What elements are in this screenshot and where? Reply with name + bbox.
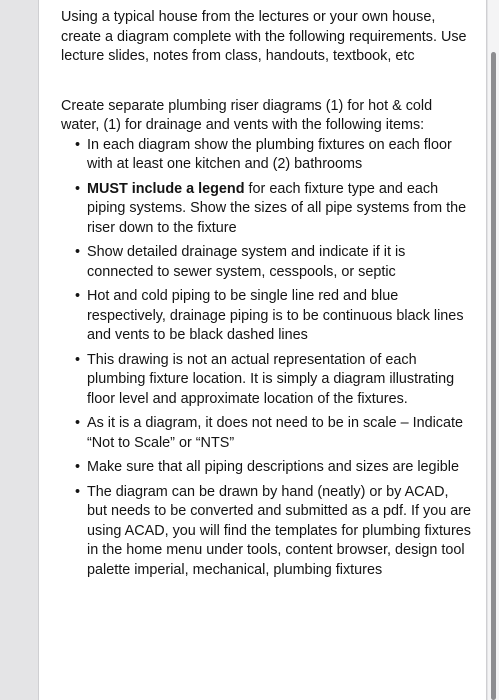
list-item bbox=[61, 243, 471, 282]
list-item bbox=[61, 180, 471, 239]
list-item bbox=[61, 351, 471, 410]
list-item bbox=[61, 287, 471, 346]
bullet-icon: • bbox=[75, 351, 81, 368]
bullet-icon: • bbox=[75, 244, 81, 260]
bullet-icon: • bbox=[75, 288, 81, 304]
bullet-icon: • bbox=[75, 483, 81, 500]
list-item bbox=[61, 458, 471, 478]
list-item-text: Make sure that all piping descriptions and sizes are legible bbox=[87, 459, 459, 475]
bullet-icon: • bbox=[75, 415, 81, 431]
list-item-text: Hot and cold piping to be single line red and blue respectively, drainage piping is to be continuous black lines and vents to be black dashed lines bbox=[87, 288, 464, 343]
bullet-icon: • bbox=[75, 136, 81, 153]
document-page bbox=[38, 0, 487, 700]
list-item bbox=[61, 483, 471, 581]
list-item-bold-text: MUST include a legend bbox=[87, 180, 245, 197]
bullet-icon: • bbox=[75, 459, 81, 475]
vertical-scrollbar[interactable] bbox=[488, 0, 499, 700]
intro-paragraph: Using a typical house from the lectures or your own house, create a diagram complete with the following requirements. Use lecture slides, notes from class, handouts, textbook, etc bbox=[61, 9, 467, 64]
list-item-text: In each diagram show the plumbing fixtures on each floor with at least one kitchen and (2) bathrooms bbox=[87, 136, 452, 172]
list-item bbox=[61, 136, 471, 175]
list-item-text: As it is a diagram, it does not need to be in scale – Indicate “Not to Scale” or “NTS” bbox=[87, 415, 463, 451]
list-item-text: The diagram can be drawn by hand (neatly) or by ACAD, but needs to be converted and submitted as a pdf. If you are using ACAD, you will find the templates for plumbing fixtures in the home menu under tools, content browser, design tool palette imperial, mechanical, plumbing fixtures bbox=[87, 483, 472, 578]
instructions-paragraph: Create separate plumbing riser diagrams (1) for hot & cold water, (1) for drainage and vents with the following items: bbox=[61, 97, 433, 133]
list-item-text: This drawing is not an actual representation of each plumbing fixture location. It is simply a diagram illustrating floor level and approximate location of the fixtures. bbox=[87, 351, 455, 407]
list-item bbox=[61, 414, 471, 453]
requirements-list bbox=[61, 136, 471, 581]
bullet-icon: • bbox=[75, 180, 81, 197]
list-item-text: for each fixture type and each piping systems. Show the sizes of all pipe systems from the riser down to the fixture bbox=[87, 180, 467, 236]
scrollbar-thumb[interactable] bbox=[491, 52, 496, 700]
document-body bbox=[61, 8, 471, 580]
list-item-text: Show detailed drainage system and indicate if it is connected to sewer system, cesspools, or septic bbox=[87, 244, 406, 280]
